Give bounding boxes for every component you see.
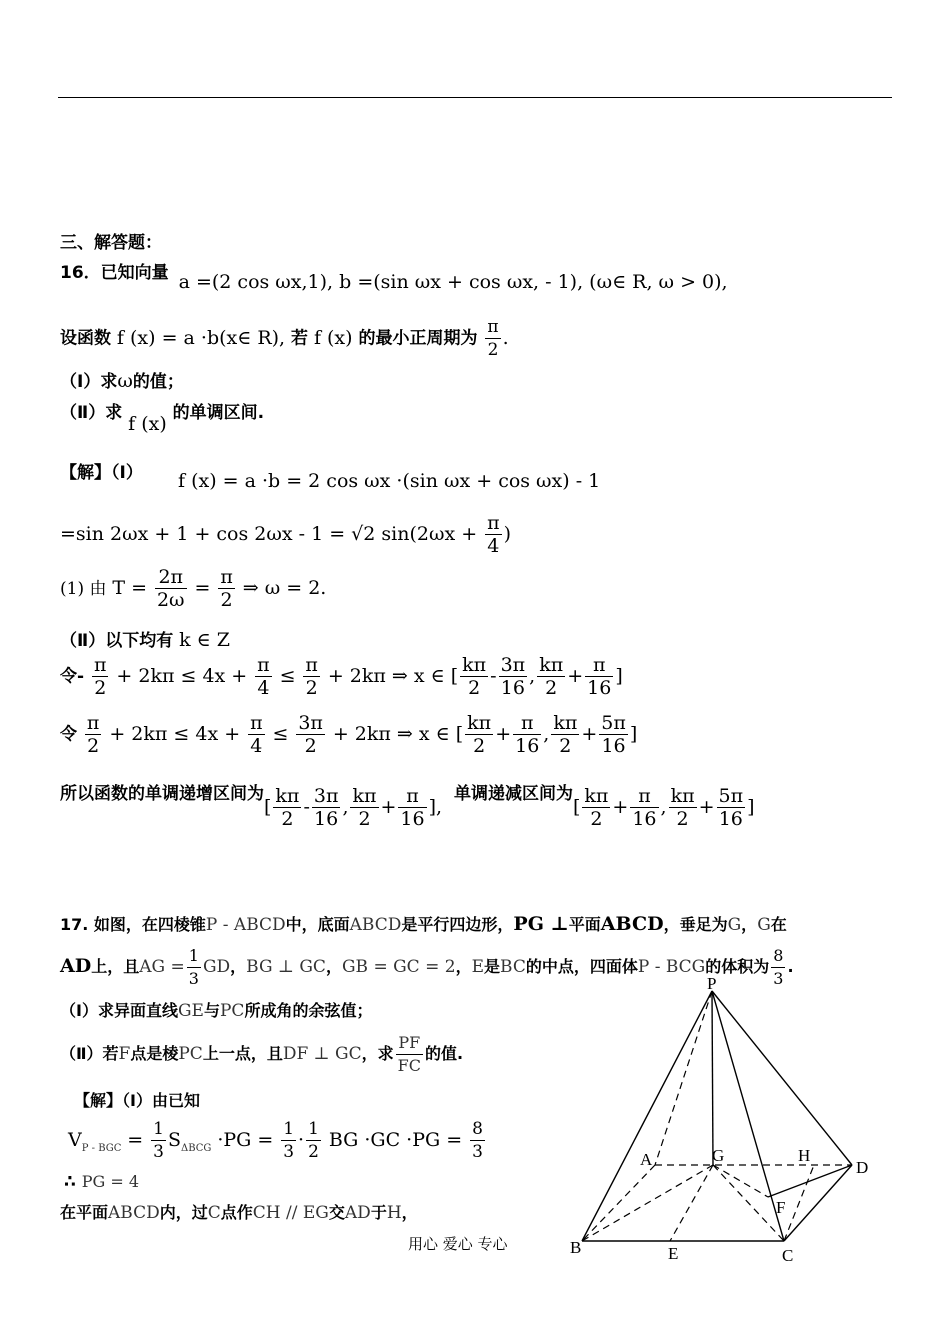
frac-kpi-2	[465, 712, 493, 757]
q16-fdef: f (x) = a ·b(x∈ R),	[116, 326, 286, 349]
q17-t: ，	[455, 957, 472, 976]
label-A: A	[640, 1150, 653, 1169]
m: H	[386, 1203, 402, 1223]
q16-fx: f (x)	[313, 326, 353, 349]
num: π	[593, 654, 606, 676]
frac-pi-4	[255, 654, 272, 699]
sol16-step1-T: T =	[112, 576, 148, 599]
num: π	[520, 712, 534, 734]
q17-m: PC	[219, 1001, 245, 1021]
label-G: G	[712, 1146, 725, 1165]
sol16-dec: 令 $\frac{\pi}{2}$ + 2kπ ≤ 4x + $\frac{\pi}{4}$ ≤ $\frac{3\pi}{2}$ + 2kπ ⇒ x ∈ [ $\frac{k\pi}{2}$ + $\frac{\pi}{16}$ , $\frac{k\pi}{2}$ + $\frac{5\pi}{16}$ ]	[60, 712, 638, 757]
frac-1-2	[306, 1118, 321, 1163]
q16-intro: 16．已知向量	[60, 263, 169, 283]
q16-if: 若	[291, 328, 309, 349]
section-title: 三、解答题：	[60, 233, 162, 253]
frac-1-3	[151, 1118, 166, 1163]
sol16-inc-mid3: + 2kπ ⇒ x ∈ [	[327, 664, 459, 687]
q17-t: ，垂足为	[663, 915, 728, 934]
den: 2	[308, 1142, 319, 1162]
t: 在平面	[60, 1203, 109, 1222]
frac-pi-2	[85, 712, 102, 757]
num: kπ	[352, 785, 377, 807]
sol16-inc-mid1: + 2kπ ≤ 4x +	[116, 664, 248, 687]
q16-line1	[60, 258, 728, 293]
q17-t: 是	[484, 957, 501, 976]
frac-pf-fc	[396, 1032, 423, 1077]
sol16-inc-mid2: ≤	[279, 664, 296, 687]
den: 3	[188, 969, 199, 988]
edge-PG	[712, 991, 713, 1165]
sol16-eq2-frac	[485, 512, 502, 557]
den: 16	[515, 735, 540, 757]
frac-kpi-2	[582, 785, 610, 830]
label-C: C	[782, 1246, 794, 1265]
frac-5pi-16	[599, 712, 628, 757]
den: 16	[599, 734, 628, 757]
sol16-dec-mid2: ≤	[272, 722, 289, 745]
q17-m: AG =	[139, 957, 185, 977]
q17-m: G	[757, 915, 771, 935]
eq: =	[127, 1128, 144, 1151]
edge-GF	[713, 1165, 768, 1197]
sol16-step1-n2: π	[220, 566, 233, 588]
num: kπ	[467, 712, 492, 734]
q17-t: ，	[230, 957, 247, 976]
q16-part1-a: （Ⅰ）求	[60, 372, 118, 392]
sol17-pg	[64, 1172, 139, 1192]
sol16-step1-d1: 2ω	[156, 589, 185, 611]
q17-m: GD	[202, 957, 231, 977]
sol16-label: 【解】（Ⅰ）	[60, 463, 143, 483]
sol16-eq2-num: π	[487, 512, 500, 534]
den: 16	[587, 677, 612, 699]
num: kπ	[553, 712, 578, 734]
frac-kpi-2	[551, 712, 579, 757]
frac-3pi-16	[499, 654, 528, 699]
q17-t: 在	[770, 915, 787, 934]
q16-period-tail: .	[502, 326, 509, 349]
q17-part1	[60, 998, 372, 1021]
sol16-dec-prefix: 令	[60, 724, 77, 745]
den: 16	[632, 808, 657, 830]
num: 3π	[298, 712, 323, 734]
q16-period-frac	[485, 316, 500, 361]
num: kπ	[462, 654, 487, 676]
q16-part2-b: 的单调区间.	[172, 403, 265, 423]
sol16-conclusion: 所以函数的单调递增区间为[ $\frac{k\pi}{2}$ - $\frac{3\pi}{16}$ , $\frac{k\pi}{2}$ + $\frac{\pi}{16}$ ], 单调递减区间为[ $\frac{k\pi}{2}$ + $\frac{\pi}{16}$ , $\frac{k\pi}{2}$ + $\frac{5\pi}{16}$ ]	[60, 783, 755, 830]
q17-m: E	[471, 957, 484, 977]
q16-vectors: a =(2 cos ωx,1), b =(sin ωx + cos ωx, - 1), (ω∈ R, ω > 0),	[178, 271, 728, 293]
den: 16	[499, 676, 528, 699]
den: 3	[472, 1142, 483, 1162]
q16-part2	[60, 398, 265, 435]
header-rule	[58, 97, 892, 98]
q17-t: 上，且	[91, 957, 140, 976]
num: 1	[283, 1119, 295, 1139]
den: 2	[273, 807, 301, 830]
t: 点作	[220, 1203, 253, 1222]
den: 3	[283, 1142, 295, 1162]
label-D: D	[856, 1158, 869, 1177]
frac-3pi-2	[296, 712, 325, 757]
den: 2	[551, 734, 579, 757]
sol16-step1-frac1	[155, 566, 187, 611]
den: 2	[460, 676, 488, 699]
q16-part1	[60, 367, 184, 392]
frac-pi-2	[303, 654, 320, 699]
frac-1-3	[187, 945, 201, 990]
sym-v: V	[68, 1128, 82, 1151]
sol17-last	[60, 1200, 418, 1223]
q17-line1	[60, 912, 787, 935]
q16-part1-b: 的值；	[132, 372, 184, 392]
q17-m: ABCD	[600, 913, 664, 935]
den: 2	[85, 734, 102, 757]
q17-m: G	[727, 915, 742, 935]
den: 16	[717, 807, 746, 830]
frac-1-3	[281, 1118, 296, 1163]
num: 1	[188, 946, 199, 965]
q17-t: ，	[325, 957, 342, 976]
sub: ΔBCG	[181, 1142, 212, 1154]
edge-GE	[670, 1165, 713, 1241]
m: AD	[344, 1203, 371, 1223]
q17-t: 是平行四边形，	[401, 915, 514, 934]
q16-line2	[60, 316, 509, 361]
den: 2	[537, 676, 565, 699]
sol16-dec-mid3: + 2kπ ⇒ x ∈ [	[332, 722, 464, 745]
label-P: P	[707, 975, 717, 993]
sol16-concl-a: 所以函数的单调递增区间为	[60, 783, 264, 804]
num: 5π	[718, 785, 744, 807]
sol17-eq	[68, 1118, 487, 1163]
num: 3π	[313, 785, 339, 807]
q17-t: ，	[741, 915, 758, 934]
pyramid-figure	[560, 975, 880, 1270]
frac-pi-16	[630, 785, 658, 830]
sol16-step1-a: (1) 由	[60, 578, 107, 599]
den: 16	[312, 807, 341, 830]
num: 5π	[601, 712, 626, 734]
sol16-part2-k: k ∈ Z	[179, 629, 230, 651]
label-E: E	[668, 1244, 679, 1263]
eq: ·	[298, 1128, 305, 1151]
q16-omega: ω	[117, 370, 133, 392]
num: 1	[308, 1119, 319, 1139]
sol16-step1	[60, 566, 326, 611]
sol16-step1-eq: =	[194, 576, 211, 599]
sol16-part2-label	[60, 626, 230, 651]
den: 4	[248, 734, 265, 757]
den: 3	[153, 1142, 164, 1162]
den: 2	[465, 734, 493, 757]
q17-m: DF ⊥ GC	[282, 1044, 362, 1064]
frac-pi-4	[248, 712, 265, 757]
sol16-step1-tail: ⇒ ω = 2.	[242, 576, 327, 599]
q16-part2-a: （Ⅱ）求	[60, 403, 123, 423]
num: 1	[153, 1119, 164, 1139]
sol16-eq1-text: f (x) = a ·b = 2 cos ωx ·(sin ωx + cos ωx) - 1	[178, 470, 601, 492]
frac-kpi-2	[537, 654, 565, 699]
edge-PA	[655, 991, 712, 1165]
q17-t: 与	[203, 1001, 220, 1020]
frac-kpi-2	[460, 654, 488, 699]
sym-s: S	[167, 1128, 181, 1151]
num: PF	[398, 1033, 421, 1052]
den: 2	[296, 734, 325, 757]
frac-kpi-2	[273, 785, 301, 830]
den: 3	[773, 969, 784, 988]
sol16-eq1	[178, 470, 600, 492]
q17-m: P - ABCD	[205, 915, 286, 935]
edge-CD	[784, 1165, 852, 1241]
sub: P - BGC	[81, 1142, 122, 1154]
den: FC	[397, 1056, 421, 1075]
den: 2	[92, 676, 109, 699]
frac-pi-2	[92, 654, 109, 699]
sol16-step1-frac2	[218, 566, 235, 611]
sol16-step1-d2: 2	[218, 588, 235, 611]
q17-m: BG ⊥ GC	[246, 957, 326, 977]
sol16-part2-text: （Ⅱ）以下均有	[60, 631, 174, 651]
pg: PG = 4	[81, 1172, 140, 1191]
num: π	[257, 654, 270, 676]
frac-pi-16	[513, 712, 541, 757]
q17-m: P - BCG	[637, 957, 706, 977]
q16-part2-fx: f (x)	[128, 413, 167, 435]
q17-t: 的中点，四面体	[525, 957, 638, 976]
m: CH // EG	[252, 1203, 329, 1223]
q17-t: 平面	[568, 915, 601, 934]
q16-set-function: 设函数	[60, 328, 111, 349]
num: π	[305, 654, 318, 676]
q17-t: 的体积为	[705, 957, 770, 976]
edge-CH	[784, 1165, 814, 1241]
q17-m: GE	[177, 1001, 204, 1021]
q17-t: （Ⅱ）若	[60, 1044, 119, 1063]
q17-t: 点是棱	[130, 1044, 179, 1063]
eq: ·PG =	[217, 1128, 274, 1151]
sol16-eq2-b: )	[503, 522, 511, 545]
q17-m: ABCD	[349, 915, 402, 935]
num: π	[93, 654, 107, 676]
m: C	[207, 1203, 221, 1223]
num: kπ	[275, 785, 300, 807]
q17-t: （Ⅰ）求异面直线	[60, 1001, 178, 1020]
q17-t: .	[787, 957, 794, 976]
q17-m: PG ⊥	[513, 913, 569, 935]
num: kπ	[670, 785, 695, 807]
num: 8	[472, 1119, 483, 1139]
num: π	[86, 712, 100, 734]
m: ABCD	[108, 1203, 160, 1223]
q17-part2	[60, 1032, 463, 1077]
label-F: F	[776, 1198, 786, 1217]
den: 2	[582, 807, 610, 830]
q17-m: BC	[500, 957, 526, 977]
sol17-label: 【解】（Ⅰ）由已知	[74, 1091, 200, 1110]
t: 交	[328, 1203, 345, 1222]
q17-m: GB = GC = 2	[341, 957, 456, 977]
q17-l1: 17. 如图，在四棱锥	[60, 915, 206, 934]
q17-m: PC	[178, 1044, 203, 1064]
num: 8	[773, 946, 784, 965]
q17-m: AD	[60, 955, 92, 977]
q16-period-den: 2	[485, 338, 500, 361]
t: 于	[370, 1203, 387, 1222]
q17-m: F	[118, 1044, 131, 1064]
frac-kpi-2	[350, 785, 378, 830]
sol16-eq2-a: =sin 2ωx + 1 + cos 2ωx - 1 = √2 sin(2ωx +	[60, 522, 478, 545]
num: π	[250, 712, 263, 734]
frac-pi-16	[585, 654, 613, 699]
q17-t: 中，底面	[285, 915, 350, 934]
num: π	[406, 785, 419, 807]
t: ，	[401, 1203, 418, 1222]
eq: BG ·GC ·PG =	[328, 1128, 463, 1151]
label-H: H	[798, 1146, 811, 1165]
sol16-concl-b: 单调递减区间为	[453, 783, 573, 804]
edge-PC	[712, 991, 784, 1241]
t: 内，过	[159, 1203, 208, 1222]
den: 2	[303, 676, 320, 699]
q16-period-text: 的最小正周期为	[358, 328, 478, 349]
q16-period-num: π	[487, 317, 499, 337]
den: 4	[255, 676, 272, 699]
num: π	[638, 785, 651, 807]
den: 2	[350, 807, 378, 830]
frac-3pi-16	[312, 785, 341, 830]
den: 16	[400, 808, 425, 830]
sol16-step1-n1: 2π	[158, 566, 184, 588]
num: kπ	[539, 654, 564, 676]
q17-t: 所成角的余弦值；	[244, 1001, 373, 1020]
sol16-inc: 令- $\frac{\pi}{2}$ + 2kπ ≤ 4x + $\frac{\pi}{4}$ ≤ $\frac{\pi}{2}$ + 2kπ ⇒ x ∈ [ $\frac{k\pi}{2}$ - $\frac{3\pi}{16}$ , $\frac{k\pi}{2}$ + $\frac{\pi}{16}$ ]	[60, 654, 623, 699]
q17-t: 上一点，且	[202, 1044, 283, 1063]
sol16-eq2-den: 4	[485, 534, 502, 557]
sol16-eq2	[60, 512, 511, 557]
frac-kpi-2	[669, 785, 697, 830]
sol16-dec-mid1: + 2kπ ≤ 4x +	[109, 722, 241, 745]
den: 2	[669, 807, 697, 830]
num: kπ	[584, 785, 609, 807]
frac-8-3	[470, 1118, 485, 1163]
sol16-inc-prefix: 令-	[60, 666, 85, 687]
edge-FD	[768, 1165, 852, 1197]
label-B: B	[570, 1238, 582, 1257]
edge-AB	[582, 1165, 655, 1241]
q17-t: 的值.	[425, 1044, 464, 1063]
num: 3π	[500, 654, 526, 676]
page-footer: 用心 爱心 专心	[408, 1235, 508, 1253]
therefore: ∴	[64, 1172, 76, 1192]
q17-t: ，求	[361, 1044, 394, 1063]
edge-PD	[712, 991, 852, 1165]
frac-pi-16	[398, 785, 426, 830]
frac-5pi-16	[717, 785, 746, 830]
